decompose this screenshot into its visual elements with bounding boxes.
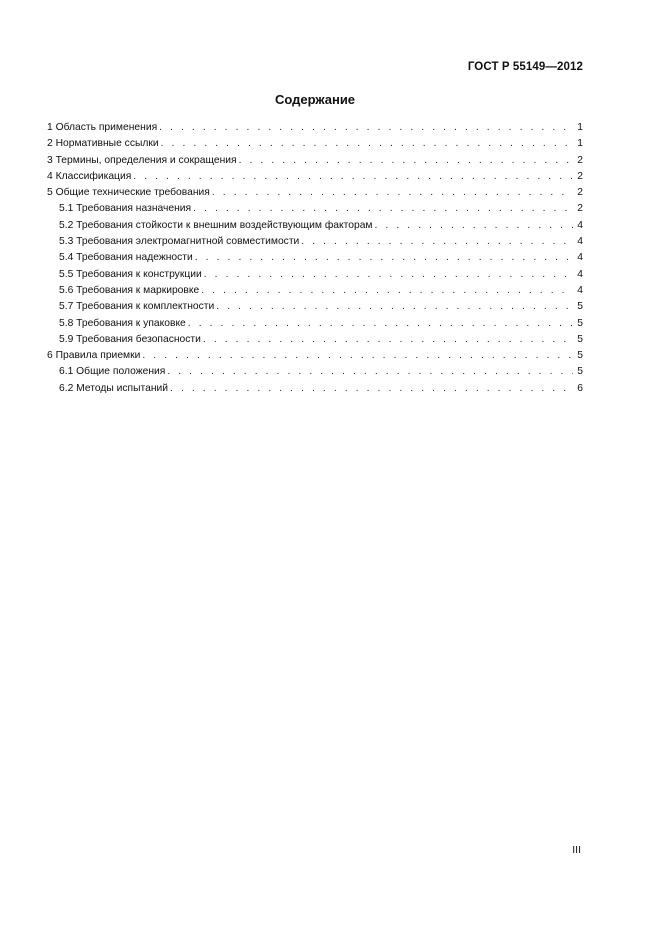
toc-entry-page: 4 — [577, 219, 583, 231]
toc-entry-page: 4 — [577, 236, 583, 248]
toc-entry-title: 5.9 Требования безопасности — [59, 333, 201, 345]
toc-entry-page: 4 — [577, 252, 583, 264]
toc-entry[interactable] — [47, 234, 583, 250]
toc-dot-leader — [239, 153, 573, 169]
toc-entry[interactable] — [47, 201, 583, 217]
toc-entry-title: 5 Общие технические требования — [47, 187, 210, 199]
toc-dot-leader — [201, 283, 573, 299]
toc-entry-page: 2 — [577, 170, 583, 182]
toc-dot-leader — [301, 234, 573, 250]
toc-entry-title: 5.5 Требования к конструкции — [59, 268, 202, 280]
toc-entry[interactable] — [47, 364, 583, 380]
toc-entry-page: 4 — [577, 284, 583, 296]
toc-entry-page: 2 — [577, 187, 583, 199]
toc-entry[interactable] — [47, 316, 583, 332]
toc-entry-title: 2 Нормативные ссылки — [47, 138, 159, 150]
toc-entry-title: 5.2 Требования стойкости к внешним воздействующим факторам — [59, 219, 373, 231]
toc-entry-title: 5.3 Требования электромагнитной совместимости — [59, 236, 300, 248]
toc-title: Содержание — [274, 92, 356, 107]
toc-dot-leader — [167, 364, 573, 380]
toc-entry-page: 5 — [577, 350, 583, 362]
toc-entry[interactable] — [47, 332, 583, 348]
toc-entry-title: 5.1 Требования назначения — [59, 203, 192, 215]
toc-entry-title: 6.2 Методы испытаний — [59, 382, 169, 394]
toc-entry-page: 5 — [577, 317, 583, 329]
toc-entry-page: 5 — [577, 366, 583, 378]
toc-entry[interactable] — [47, 267, 583, 283]
table-of-contents — [47, 120, 583, 397]
toc-entry[interactable] — [47, 136, 583, 152]
toc-dot-leader — [142, 348, 573, 364]
toc-dot-leader — [204, 267, 573, 283]
toc-entry[interactable] — [47, 218, 583, 234]
toc-entry-page: 1 — [577, 138, 583, 150]
toc-entry-page: 6 — [577, 382, 583, 394]
toc-entry-title: 6.1 Общие положения — [59, 366, 166, 378]
toc-entry[interactable] — [47, 169, 583, 185]
toc-entry-page: 5 — [577, 301, 583, 313]
toc-entry-title: 4 Классификация — [47, 170, 132, 182]
toc-entry-title: 5.6 Требования к маркировке — [59, 284, 200, 296]
standard-code: ГОСТ Р 55149—2012 — [467, 61, 583, 73]
toc-entry-page: 4 — [577, 268, 583, 280]
toc-entry[interactable] — [47, 250, 583, 266]
toc-entry-title: 1 Область применения — [47, 122, 158, 133]
toc-dot-leader — [216, 299, 573, 315]
toc-entry-page: 2 — [577, 203, 583, 215]
page-number: III — [572, 844, 581, 856]
toc-dot-leader — [375, 218, 573, 234]
toc-entry-title: 6 Правила приемки — [47, 350, 141, 362]
toc-entry-title: 3 Термины, определения и сокращения — [47, 154, 237, 166]
toc-entry-title: 5.4 Требования надежности — [59, 252, 193, 264]
toc-dot-leader — [133, 169, 573, 185]
toc-entry[interactable] — [47, 283, 583, 299]
toc-dot-leader — [161, 136, 573, 152]
toc-entry[interactable] — [47, 381, 583, 397]
toc-dot-leader — [203, 332, 573, 348]
toc-entry[interactable] — [47, 348, 583, 364]
toc-dot-leader — [159, 120, 573, 136]
toc-entry-page: 5 — [577, 333, 583, 345]
toc-entry-title: 5.7 Требования к комплектности — [59, 301, 215, 313]
toc-dot-leader — [170, 381, 573, 397]
toc-entry[interactable] — [47, 299, 583, 315]
toc-dot-leader — [212, 185, 573, 201]
toc-entry-page: 2 — [577, 154, 583, 166]
toc-dot-leader — [188, 316, 573, 332]
toc-entry-title: 5.8 Требования к упаковке — [59, 317, 186, 329]
toc-entry[interactable] — [47, 185, 583, 201]
toc-entry[interactable] — [47, 153, 583, 169]
toc-entry-page: 1 — [577, 122, 583, 133]
toc-dot-leader — [195, 250, 573, 266]
toc-entry[interactable] — [47, 120, 583, 136]
toc-dot-leader — [193, 201, 573, 217]
